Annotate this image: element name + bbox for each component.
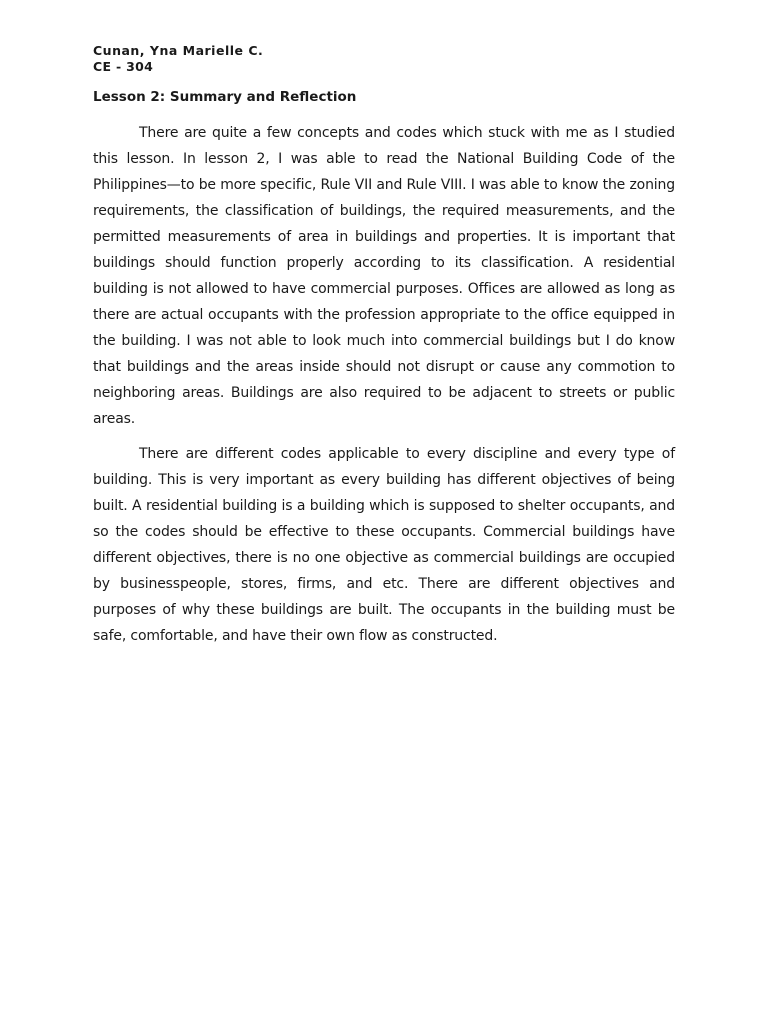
paragraph-2: There are different codes applicable to every discipline and every type of building. This is very important as every building has different objectives of being built. A residential building is a building which is supposed to shelter occupants, and so the codes should be effective to these occupants. Commercial buildings have different objectives, there is no one objective as commercial buildings are occupied by businesspeople, stores, firms, and etc. There are different objectives and purposes of why these buildings are built. The occupants in the building must be safe, comfortable, and have their own flow as constructed. [93, 446, 675, 644]
course-code: CE - 304 [93, 59, 154, 74]
document-title: Lesson 2: Summary and Reflection [93, 89, 357, 105]
author-name: Cunan, Yna Marielle C. [93, 43, 264, 58]
document-body [93, 120, 675, 658]
document-header [93, 43, 675, 75]
paragraph-1: There are quite a few concepts and codes which stuck with me as I studied this lesson. In lesson 2, I was able to read the National Building Code of the Philippines—to be more specific, Rule VII and Rule VIII. I was able to know the zoning requirements, the classification of buildings, the required measurements, and the permitted measurements of area in buildings and properties. It is important that buildings should function properly according to its classification. A residential building is not allowed to have commercial purposes. Offices are allowed as long as there are actual occupants with the profession appropriate to the office equipped in the building. I was not able to look much into commercial buildings but I do know that buildings and the areas inside should not disrupt or cause any commotion to neighboring areas. Buildings are also required to be adjacent to streets or public areas. [93, 125, 675, 427]
